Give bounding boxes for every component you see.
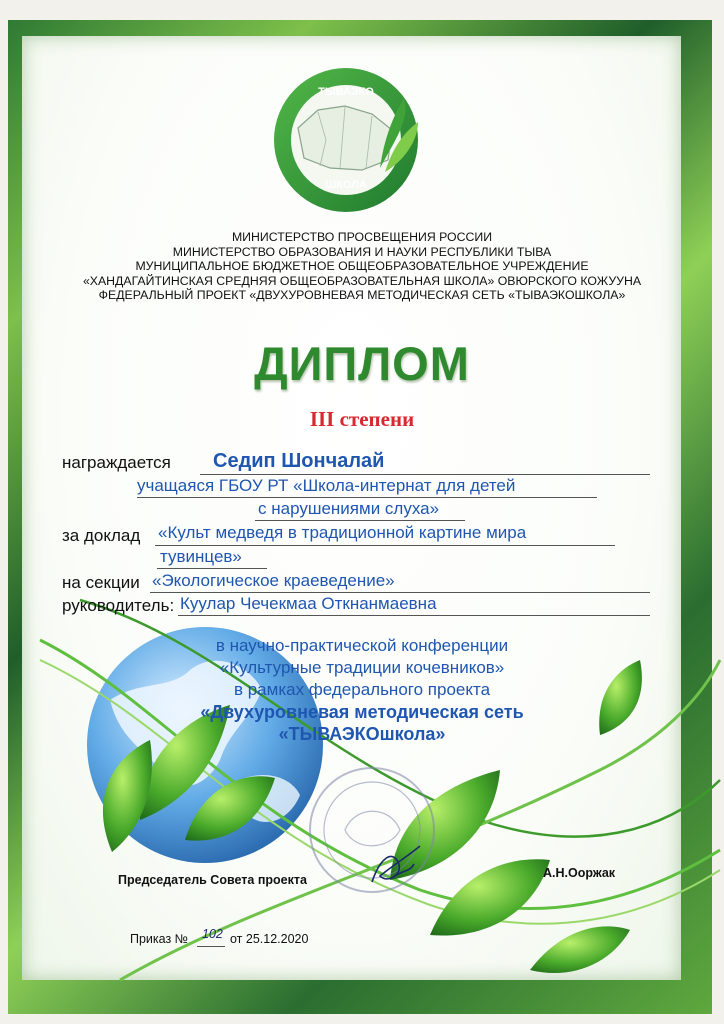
order-number-underline	[197, 946, 225, 947]
section-value: «Экологическое краеведение»	[152, 571, 395, 590]
awardee-description-line2: с нарушениями слуха»	[258, 499, 440, 518]
report-title-line1: «Культ медведя в традиционной картине мира	[158, 523, 527, 542]
report-underline	[155, 545, 615, 546]
chair-name: А.Н.Ооржак	[543, 866, 616, 880]
diploma-degree: III степени	[309, 407, 415, 431]
logo-top-text: ТЫВАЭКО	[318, 86, 374, 98]
awarded-label: награждается	[62, 453, 171, 472]
awardee-name: Седип Шончалай	[213, 450, 385, 472]
section-label: на секции	[62, 573, 140, 592]
conference-line: «Культурные традиции кочевников»	[219, 658, 505, 677]
conference-line: в научно-практической конференции	[215, 636, 509, 655]
logo-bottom-text: ШКОЛА	[325, 179, 367, 191]
description-underline	[255, 520, 465, 521]
report-title-line2: тувинцев»	[160, 547, 242, 566]
order-label: Приказ №	[130, 932, 189, 946]
conference-block	[100, 635, 624, 745]
header-line: МИНИСТЕРСТВО ОБРАЗОВАНИЯ И НАУКИ РЕСПУБЛИКИ ТЫВА	[172, 244, 552, 259]
chair-label: Председатель Совета проекта	[118, 873, 307, 887]
order-number: 102	[202, 927, 223, 941]
project-name-line2: «ТЫВАЭКОшкола»	[278, 724, 446, 744]
header-line: «ХАНДАГАЙТИНСКАЯ СРЕДНЯЯ ОБЩЕОБРАЗОВАТЕЛЬНАЯ ШКОЛА» ОВЮРСКОГО КОЖУУНА	[82, 273, 642, 288]
project-name-line1: «Двухуровневая методическая сеть	[200, 702, 524, 722]
awardee-underline	[200, 474, 650, 475]
supervisor-label: руководитель:	[62, 596, 175, 615]
header-line: ФЕДЕРАЛЬНЫЙ ПРОЕКТ «ДВУХУРОВНЕВАЯ МЕТОДИЧЕСКАЯ СЕТЬ «ТЫВАЭКОШКОЛА»	[98, 288, 626, 303]
report-underline	[157, 568, 267, 569]
supervisor-underline	[178, 615, 650, 616]
header-line: МУНИЦИПАЛЬНОЕ БЮДЖЕТНОЕ ОБЩЕОБРАЗОВАТЕЛЬНОЕ УЧРЕЖДЕНИЕ	[135, 259, 589, 274]
supervisor-name: Куулар Чечекмаа Откнанмаевна	[180, 594, 437, 613]
report-label: за доклад	[62, 526, 141, 545]
section-underline	[150, 592, 650, 593]
header-line: МИНИСТЕРСТВО ПРОСВЕЩЕНИЯ РОССИИ	[231, 230, 493, 244]
diploma-title: ДИПЛОМ	[254, 337, 470, 390]
awardee-description-line1: учащаяся ГБОУ РТ «Школа-интернат для детей	[137, 476, 516, 495]
order-date: от 25.12.2020	[230, 932, 309, 946]
description-underline	[137, 497, 597, 498]
issuer-header	[60, 230, 664, 303]
conference-line: в рамках федерального проекта	[233, 680, 491, 699]
